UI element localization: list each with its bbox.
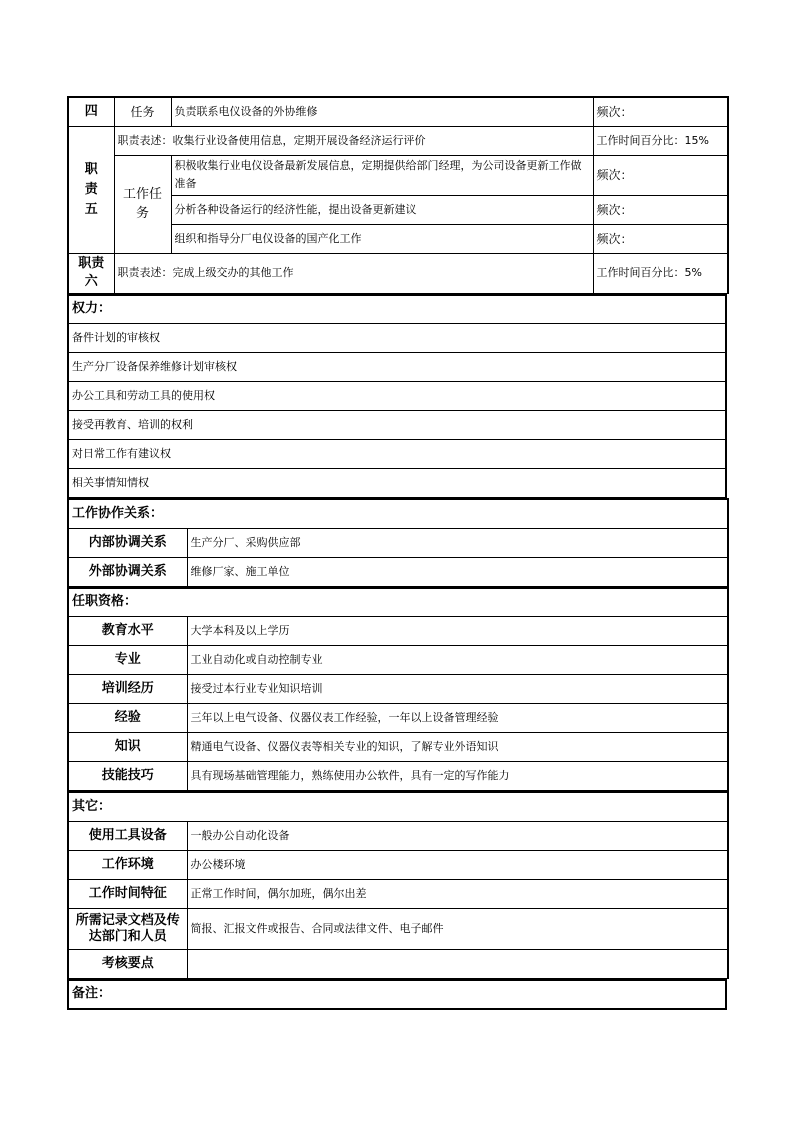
authority-table [67,294,727,499]
authority-title: 权力： [68,295,726,324]
authority-item: 相关事情知情权 [68,469,726,498]
duty5-label: 职 责 五 [68,126,114,253]
authority-item: 对日常工作有建议权 [68,440,726,469]
duty5-description: 职责表述：收集行业设备使用信息，定期开展设备经济运行评价 [114,126,593,155]
work-time-value: 正常工作时间，偶尔加班，偶尔出差 [187,879,728,908]
education-label: 教育水平 [68,617,187,646]
duty5-task-label: 工作任务 [114,155,171,253]
knowledge-value: 精通电气设备、仪器仪表等相关专业的知识，了解专业外语知识 [187,733,728,762]
skills-value: 具有现场基础管理能力，熟练使用办公软件，具有一定的写作能力 [187,762,728,791]
experience-label: 经验 [68,704,187,733]
duty6-description: 职责表述：完成上级交办的其他工作 [114,253,593,293]
environment-value: 办公楼环境 [187,850,728,879]
environment-label: 工作环境 [68,850,187,879]
authority-item: 接受再教育、培训的权利 [68,411,726,440]
documents-label: 所需记录文档及传达部门和人员 [68,908,187,949]
duty4-row [68,97,728,126]
duty6-row [68,253,728,293]
duty5-task-1: 积极收集行业电仪设备最新发展信息，定期提供给部门经理，为公司设备更新工作做准备 [171,155,593,195]
remarks-table [67,979,727,1010]
duty6-label: 职责六 [68,253,114,293]
training-label: 培训经历 [68,675,187,704]
other-table [67,791,729,979]
external-relations-value: 维修厂家、施工单位 [187,557,728,586]
duty5-task-3-frequency: 频次： [593,224,728,253]
internal-relations-value: 生产分厂、采购供应部 [187,528,728,557]
authority-item: 备件计划的审核权 [68,324,726,353]
authority-item: 办公工具和劳动工具的使用权 [68,382,726,411]
training-value: 接受过本行业专业知识培训 [187,675,728,704]
duty5-task-3: 组织和指导分厂电仪设备的国产化工作 [171,224,593,253]
relations-table [67,498,729,587]
duty4-number: 四 [68,97,114,126]
duties-table [67,96,729,294]
duty5-time-percent: 工作时间百分比：15% [593,126,728,155]
experience-value: 三年以上电气设备、仪器仪表工作经验，一年以上设备管理经验 [187,704,728,733]
tools-label: 使用工具设备 [68,821,187,850]
relations-title: 工作协作关系： [68,499,728,528]
qualifications-title: 任职资格： [68,588,728,617]
education-value: 大学本科及以上学历 [187,617,728,646]
tools-value: 一般办公自动化设备 [187,821,728,850]
assessment-value [187,949,728,978]
duty4-task-label: 任务 [114,97,171,126]
qualifications-table [67,587,729,792]
duty5-desc-row [68,126,728,155]
duty5-task-1-frequency: 频次： [593,155,728,195]
work-time-label: 工作时间特征 [68,879,187,908]
remarks-title: 备注： [68,980,726,1009]
external-relations-label: 外部协调关系 [68,557,187,586]
job-description-table [67,96,727,1010]
authority-item: 生产分厂设备保养维修计划审核权 [68,353,726,382]
duty5-task-row [68,155,728,195]
major-value: 工业自动化或自动控制专业 [187,646,728,675]
skills-label: 技能技巧 [68,762,187,791]
duty5-task-2-frequency: 频次： [593,195,728,224]
duty4-frequency: 频次： [593,97,728,126]
internal-relations-label: 内部协调关系 [68,528,187,557]
major-label: 专业 [68,646,187,675]
duty4-task-text: 负责联系电仪设备的外协维修 [171,97,593,126]
knowledge-label: 知识 [68,733,187,762]
documents-value: 简报、汇报文件或报告、合同或法律文件、电子邮件 [187,908,728,949]
other-title: 其它： [68,792,728,821]
duty5-task-2: 分析各种设备运行的经济性能，提出设备更新建议 [171,195,593,224]
duty6-time-percent: 工作时间百分比：5% [593,253,728,293]
assessment-label: 考核要点 [68,949,187,978]
